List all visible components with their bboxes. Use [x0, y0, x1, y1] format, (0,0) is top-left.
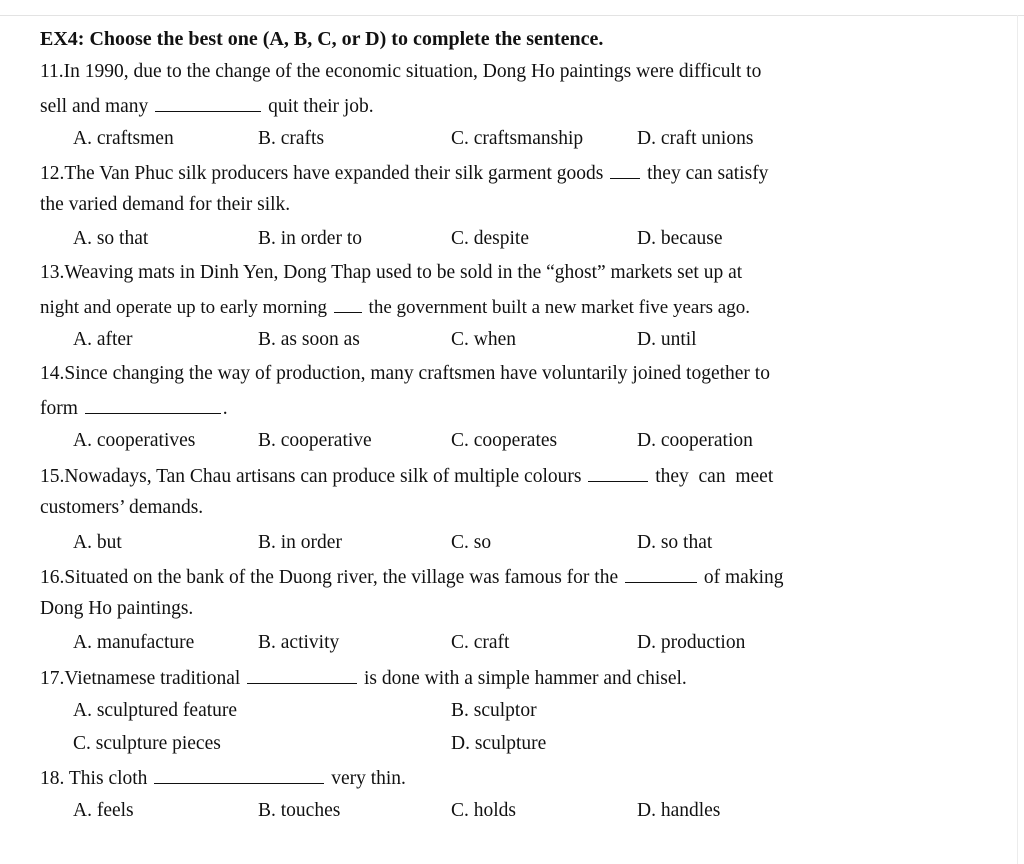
- question-12-line-1: 12.The Van Phuc silk producers have expanded their silk garment goods they can satisfy: [40, 163, 769, 184]
- question-11-option-a[interactable]: A. craftsmen: [73, 128, 174, 149]
- top-divider: [0, 15, 1024, 16]
- answer-blank[interactable]: [610, 162, 640, 179]
- answer-blank[interactable]: [625, 566, 697, 583]
- question-15-option-c[interactable]: C. so: [451, 532, 492, 553]
- question-17-option-c[interactable]: C. sculpture pieces: [73, 733, 221, 754]
- question-13-option-b[interactable]: B. as soon as: [258, 329, 360, 350]
- right-divider: [1017, 15, 1018, 864]
- question-16-option-b[interactable]: B. activity: [258, 632, 340, 653]
- question-17-option-b[interactable]: B. sculptor: [451, 700, 537, 721]
- exercise-title: EX4: Choose the best one (A, B, C, or D) to complete the sentence.: [40, 28, 604, 50]
- answer-blank[interactable]: [588, 465, 648, 482]
- question-15-option-d[interactable]: D. so that: [637, 532, 713, 553]
- question-16-line-1: 16.Situated on the bank of the Duong river, the village was famous for the of making: [40, 567, 784, 588]
- question-15-option-a[interactable]: A. but: [73, 532, 122, 553]
- question-13-option-a[interactable]: A. after: [73, 329, 133, 350]
- question-13-option-d[interactable]: D. until: [637, 329, 697, 350]
- question-14-line-2: form .: [40, 398, 228, 419]
- question-11-line-1: 11.In 1990, due to the change of the economic situation, Dong Ho paintings were difficult to: [40, 61, 762, 82]
- question-18-option-c[interactable]: C. holds: [451, 800, 517, 821]
- question-12-line-2: the varied demand for their silk.: [40, 194, 291, 215]
- question-15-line-1: 15.Nowadays, Tan Chau artisans can produce silk of multiple colours they can meet: [40, 466, 774, 487]
- question-12-option-b[interactable]: B. in order to: [258, 228, 362, 249]
- question-15-line-2: customers’ demands.: [40, 497, 204, 518]
- answer-blank[interactable]: [85, 397, 221, 414]
- question-17-option-a[interactable]: A. sculptured feature: [73, 700, 238, 721]
- answer-blank[interactable]: [154, 767, 324, 784]
- question-13-line-2: night and operate up to early morning the government built a new market five years ago.: [40, 297, 750, 318]
- question-12-option-d[interactable]: D. because: [637, 228, 723, 249]
- question-18-option-d[interactable]: D. handles: [637, 800, 721, 821]
- question-11-line-2: sell and many quit their job.: [40, 96, 374, 117]
- question-15-option-b[interactable]: B. in order: [258, 532, 342, 553]
- question-17-option-d[interactable]: D. sculpture: [451, 733, 547, 754]
- answer-blank[interactable]: [247, 667, 357, 684]
- question-16-option-c[interactable]: C. craft: [451, 632, 510, 653]
- question-12-option-c[interactable]: C. despite: [451, 228, 529, 249]
- question-18-option-a[interactable]: A. feels: [73, 800, 134, 821]
- question-14-option-b[interactable]: B. cooperative: [258, 430, 372, 451]
- question-17-line-1: 17.Vietnamese traditional is done with a simple hammer and chisel.: [40, 668, 687, 689]
- answer-blank[interactable]: [334, 296, 362, 313]
- question-16-option-d[interactable]: D. production: [637, 632, 746, 653]
- question-11-option-c[interactable]: C. craftsmanship: [451, 128, 584, 149]
- question-14-option-a[interactable]: A. cooperatives: [73, 430, 196, 451]
- question-16-option-a[interactable]: A. manufacture: [73, 632, 195, 653]
- question-13-line-1: 13.Weaving mats in Dinh Yen, Dong Thap used to be sold in the “ghost” markets set up at: [40, 262, 743, 283]
- question-11-option-b[interactable]: B. crafts: [258, 128, 325, 149]
- answer-blank[interactable]: [155, 95, 261, 112]
- question-14-option-c[interactable]: C. cooperates: [451, 430, 558, 451]
- question-18-line-1: 18. This cloth very thin.: [40, 768, 406, 789]
- question-11-option-d[interactable]: D. craft unions: [637, 128, 754, 149]
- question-14-line-1: 14.Since changing the way of production, many craftsmen have voluntarily joined together to: [40, 363, 770, 384]
- question-18-option-b[interactable]: B. touches: [258, 800, 341, 821]
- question-14-option-d[interactable]: D. cooperation: [637, 430, 753, 451]
- question-16-line-2: Dong Ho paintings.: [40, 598, 194, 619]
- question-12-option-a[interactable]: A. so that: [73, 228, 149, 249]
- question-13-option-c[interactable]: C. when: [451, 329, 516, 350]
